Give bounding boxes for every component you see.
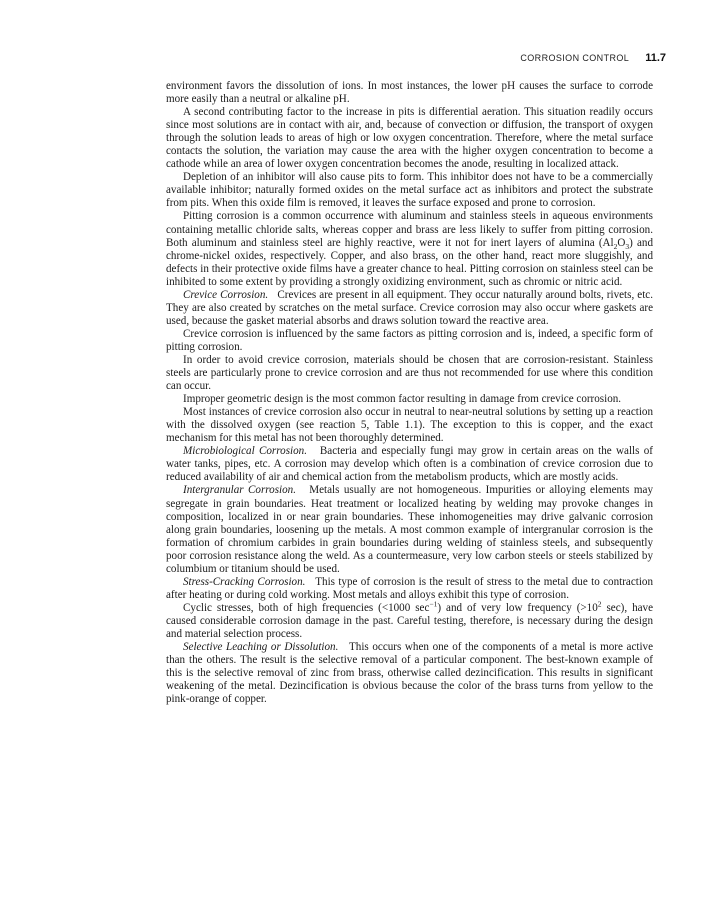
paragraph: Microbiological Corrosion. Bacteria and especially fungi may grow in certain areas on the walls of water tanks, pipes, etc. A corrosion may develop which often is a combination of crevice corrosion due to reduced availability of air and chemical action from the metabolism products, which are mostly acids. xyxy=(166,445,653,484)
section-title: CORROSION CONTROL xyxy=(520,53,630,63)
paragraph: Crevice corrosion is influenced by the same factors as pitting corrosion and is, indeed, a specific form of pitting corrosion. xyxy=(166,327,653,353)
paragraph: Pitting corrosion is a common occurrence with aluminum and stainless steels in aqueous environments containing metallic chloride salts, whereas copper and brass are less likely to suffer from pitting corrosion. Both aluminum and stainless steel are highly reactive, were it not for inert layers of alumina $(Al_2O_3)$ and chrome-nickel oxides, respectively. Copper, and also brass, on the other hand, react more sluggishly, and defects in their protective oxide films have a greater chance to heal. Pitting corrosion on stainless steel can be inhibited to some extent by providing a strongly oxidizing environment, such as chromic or nitric acid. xyxy=(166,210,653,288)
paragraph: Crevice Corrosion. Crevices are present in all equipment. They occur naturally around bolts, rivets, etc. They are also created by scratches on the metal surface. Crevice corrosion may also occur where gaskets are used, because the gasket material absorbs and draws solution toward the reactive area. xyxy=(166,288,654,327)
paragraph: Most instances of crevice corrosion also occur in neutral to near-neutral solutions by setting up a reaction with the dissolved oxygen (see reaction 5, Table 1.1). The exception to this is copper, and the exact mechanism for this metal has not been thoroughly determined. xyxy=(166,406,653,445)
page-number: 11.7 xyxy=(645,52,666,64)
paragraph: Depletion of an inhibitor will also cause pits to form. This inhibitor does not have to be a commercially available inhibitor; naturally formed oxides on the metal surface act as inhibitors and protect the substrate from pits. When this oxide film is removed, it leaves the surface exposed and prone to corrosion. xyxy=(166,171,653,210)
run-in-heading: Stress-Cracking Corrosion. xyxy=(183,575,306,588)
paragraph: In order to avoid crevice corrosion, materials should be chosen that are corrosion-resistant. Stainless steels are particularly prone to crevice corrosion and are thus not recommended for use where this condition can occur. xyxy=(166,353,653,393)
run-in-heading: Intergranular Corrosion. xyxy=(183,484,296,497)
paragraph: A second contributing factor to the increase in pits is differential aeration. This situation readily occurs since most solutions are in contact with air, and, because of convection or diffusion, the transport of oxygen through the solution leads to areas of high or low oxygen concentration. Therefore, where the metal surface contacts the solution, the variation may cause the area with the higher oxygen concentration to become a cathode while an area of lower oxygen concentration becomes the anode, resulting in localized attack. xyxy=(166,106,653,171)
paragraph: environment favors the dissolution of ions. In most instances, the lower pH causes the surface to corrode more easily than a neutral or alkaline pH. xyxy=(166,80,653,106)
paragraph: Selective Leaching or Dissolution. This occurs when one of the components of a metal is more active than the others. The result is the selective removal of a particular component. The best-known example of this is the selective removal of zinc from brass, otherwise called dezincification. This results in significant weakening of the metal. Dezincification is obvious because the color of the brass turns from yellow to the pink-orange of copper. xyxy=(166,641,654,706)
run-in-heading: Crevice Corrosion. xyxy=(183,288,269,301)
paragraph: Stress-Cracking Corrosion. This type of corrosion is the result of stress to the metal due to contraction after heating or during cold working. Most metals and alloys exhibit this type of corrosion. xyxy=(166,575,654,601)
run-in-heading: Selective Leaching or Dissolution. xyxy=(183,641,339,654)
run-in-heading: Microbiological Corrosion. xyxy=(183,445,307,458)
body-text xyxy=(166,80,653,706)
paragraph: Intergranular Corrosion. Metals usually are not homogeneous. Impurities or alloying elements may segregate in grain boundaries. Heat treatment or localized heating by welding may provoke changes in composition, localized in or near grain boundaries. These inhomogeneities may drive galvanic corrosion along grain boundaries, loosening up the metals. A most common example of intergranular corrosion is the formation of chromium carbides in grain boundaries during welding of stainless steels, and subsequently poor corrosion resistance along the weld. As a countermeasure, very low carbon steels or steels stabilized by columbium or titanium should be used. xyxy=(166,484,653,575)
paragraph: Improper geometric design is the most common factor resulting in damage from crevice corrosion. xyxy=(183,393,622,406)
running-header xyxy=(520,52,666,64)
paragraph: Cyclic stresses, both of high frequencies (<1000 $\sec^{-1}$) and of very low frequency ($>10^2$ sec), have caused considerable corrosion damage in the past. Careful testing, therefore, is necessary during the design and material selection process. xyxy=(166,599,654,640)
